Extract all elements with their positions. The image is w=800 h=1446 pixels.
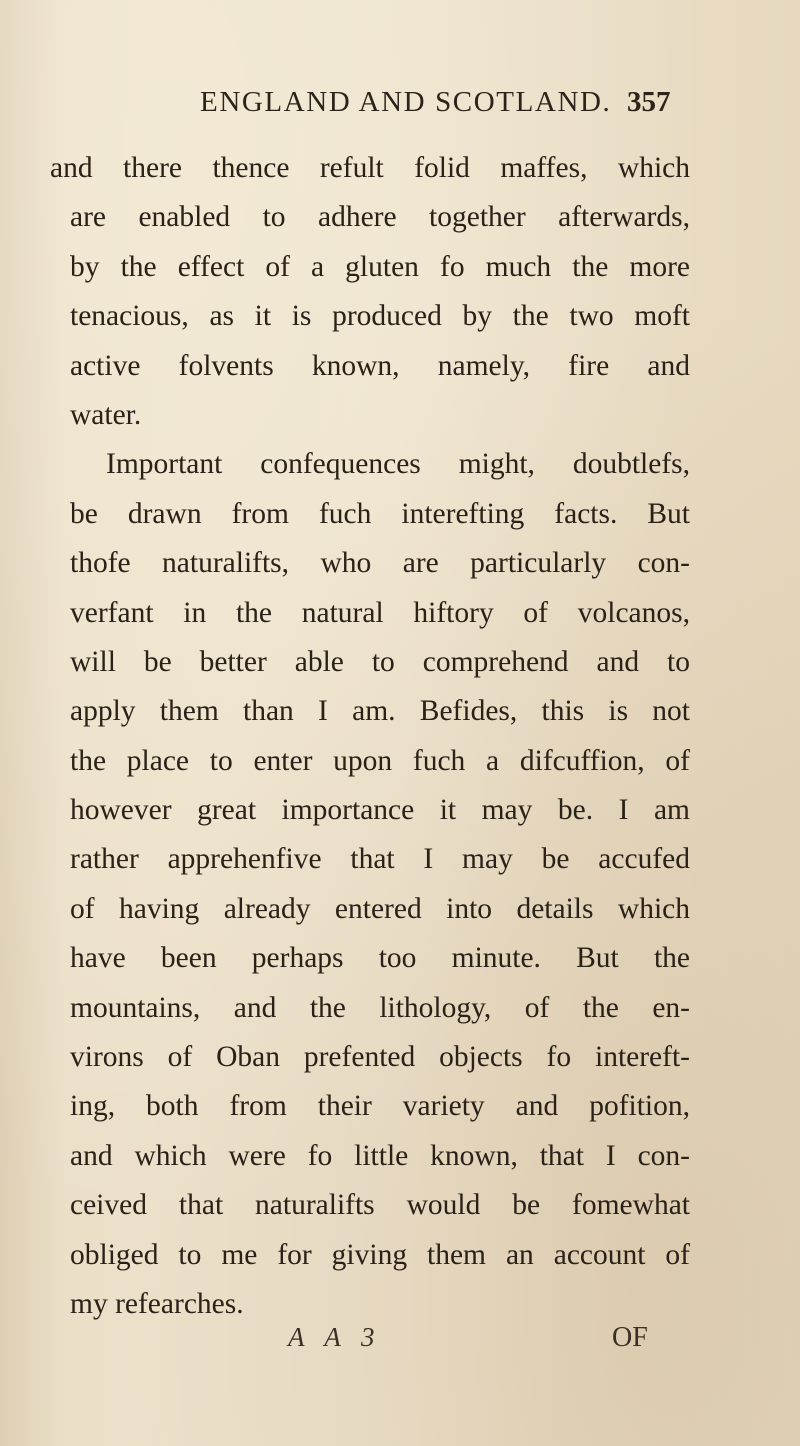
body-text [40, 144, 690, 1329]
text-line: have been perhaps too minute. But the [70, 942, 690, 975]
running-head-title: ENGLAND AND SCOTLAND. [200, 86, 612, 118]
text-line: will be better able to comprehend and to [70, 645, 690, 678]
paragraph-end-line: my refearches. [70, 1287, 244, 1320]
page-footer [0, 1322, 800, 1362]
text-line: mountains, and the lithology, of the en- [70, 991, 690, 1024]
text-line: of having already entered into details which [70, 892, 690, 925]
text-line: ing, both from their variety and pofition, [70, 1090, 690, 1123]
text-line: tenacious, as it is produced by the two moft [70, 300, 690, 333]
text-line: ceived that naturalifts would be fomewhat [70, 1189, 690, 1222]
text-line: and which were fo little known, that I con- [70, 1139, 690, 1172]
page-number: 357 [627, 86, 671, 118]
catchword: OF [612, 1322, 648, 1353]
signature-mark: A A 3 [288, 1322, 382, 1352]
text-line: and there thence refult folid maffes, which [50, 152, 690, 184]
running-head [0, 86, 800, 126]
text-line: the place to enter upon fuch a difcuffion, of [70, 744, 690, 777]
text-line: by the effect of a gluten fo much the more [70, 250, 690, 283]
text-line: active folvents known, namely, fire and [70, 349, 690, 382]
text-line: are enabled to adhere together afterwards, [70, 201, 690, 234]
text-line: thofe naturalifts, who are particularly con- [70, 547, 690, 580]
text-line: virons of Oban prefented objects fo intereft- [70, 1041, 690, 1074]
paragraph-first-line: Important confequences might, doubtlefs, [106, 448, 690, 481]
text-line: obliged to me for giving them an account of [70, 1238, 690, 1271]
paragraph-end-line: water. [70, 398, 142, 431]
text-line: apply them than I am. Befides, this is not [70, 695, 690, 728]
text-line: however great importance it may be. I am [70, 794, 690, 827]
text-line: rather apprehenfive that I may be accufed [70, 843, 690, 876]
text-line: be drawn from fuch interefting facts. But [70, 497, 690, 530]
text-line: verfant in the natural hiftory of volcanos, [70, 596, 690, 629]
